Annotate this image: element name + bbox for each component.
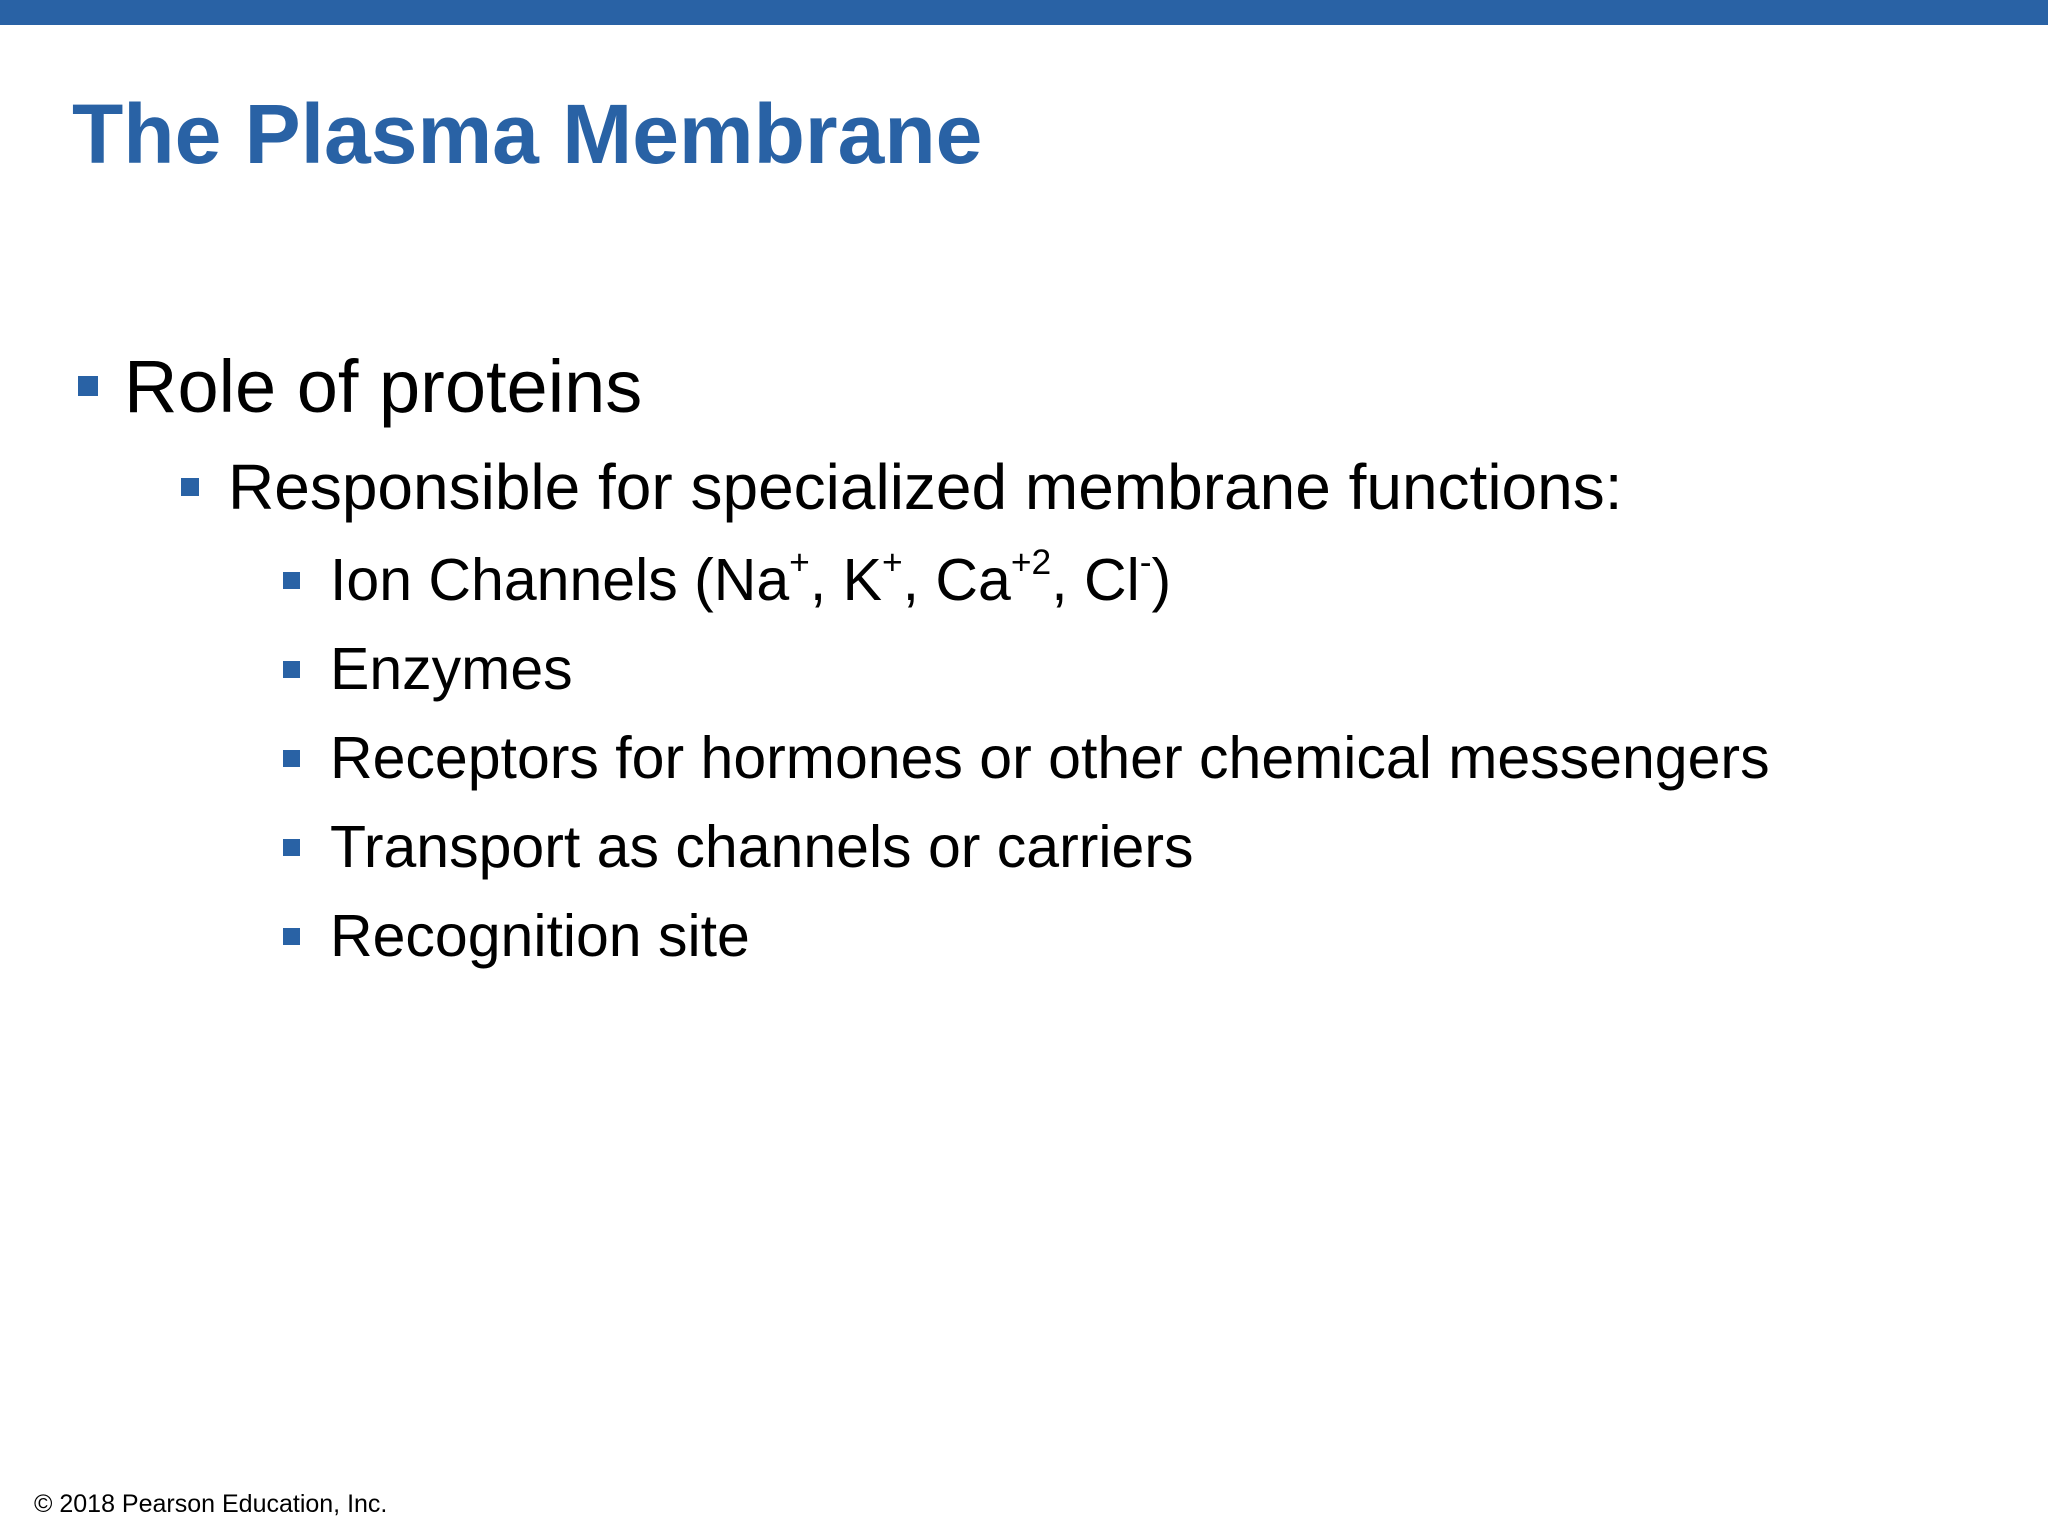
square-bullet-icon xyxy=(283,750,300,767)
square-bullet-icon xyxy=(283,572,300,589)
bullet-recognition-site xyxy=(283,904,750,968)
sodium-charge: + xyxy=(789,542,810,583)
bullet-text: Role of proteins xyxy=(124,344,643,428)
bullet-ion-channels xyxy=(283,542,1172,613)
bullet-text xyxy=(330,542,1172,614)
bullet-specialized-functions xyxy=(181,452,1623,522)
top-accent-bar xyxy=(0,0,2048,25)
bullet-text: Responsible for specialized membrane functions: xyxy=(228,451,1623,523)
ion-separator: , K xyxy=(809,547,882,613)
bullet-transport xyxy=(283,815,1193,879)
ion-channels-suffix: ) xyxy=(1151,547,1172,613)
bullet-text: Recognition site xyxy=(330,903,750,969)
potassium-charge: + xyxy=(881,542,903,583)
bullet-text: Receptors for hormones or other chemical messengers xyxy=(330,725,1770,791)
bullet-role-of-proteins xyxy=(78,346,642,426)
square-bullet-icon xyxy=(78,376,98,396)
bullet-receptors xyxy=(283,726,1770,790)
calcium-charge: +2 xyxy=(1010,542,1052,583)
ion-channels-prefix: Ion Channels (Na xyxy=(330,547,790,613)
ion-separator: , Ca xyxy=(902,547,1011,613)
bullet-text: Enzymes xyxy=(330,636,573,702)
square-bullet-icon xyxy=(181,478,199,496)
square-bullet-icon xyxy=(283,928,300,945)
bullet-enzymes xyxy=(283,637,573,701)
square-bullet-icon xyxy=(283,839,300,856)
slide-title: The Plasma Membrane xyxy=(72,87,983,181)
square-bullet-icon xyxy=(283,661,300,678)
bullet-text: Transport as channels or carriers xyxy=(330,814,1194,880)
chloride-charge: - xyxy=(1139,542,1152,583)
copyright-footer: © 2018 Pearson Education, Inc. xyxy=(34,1490,388,1518)
ion-separator: , Cl xyxy=(1051,547,1140,613)
